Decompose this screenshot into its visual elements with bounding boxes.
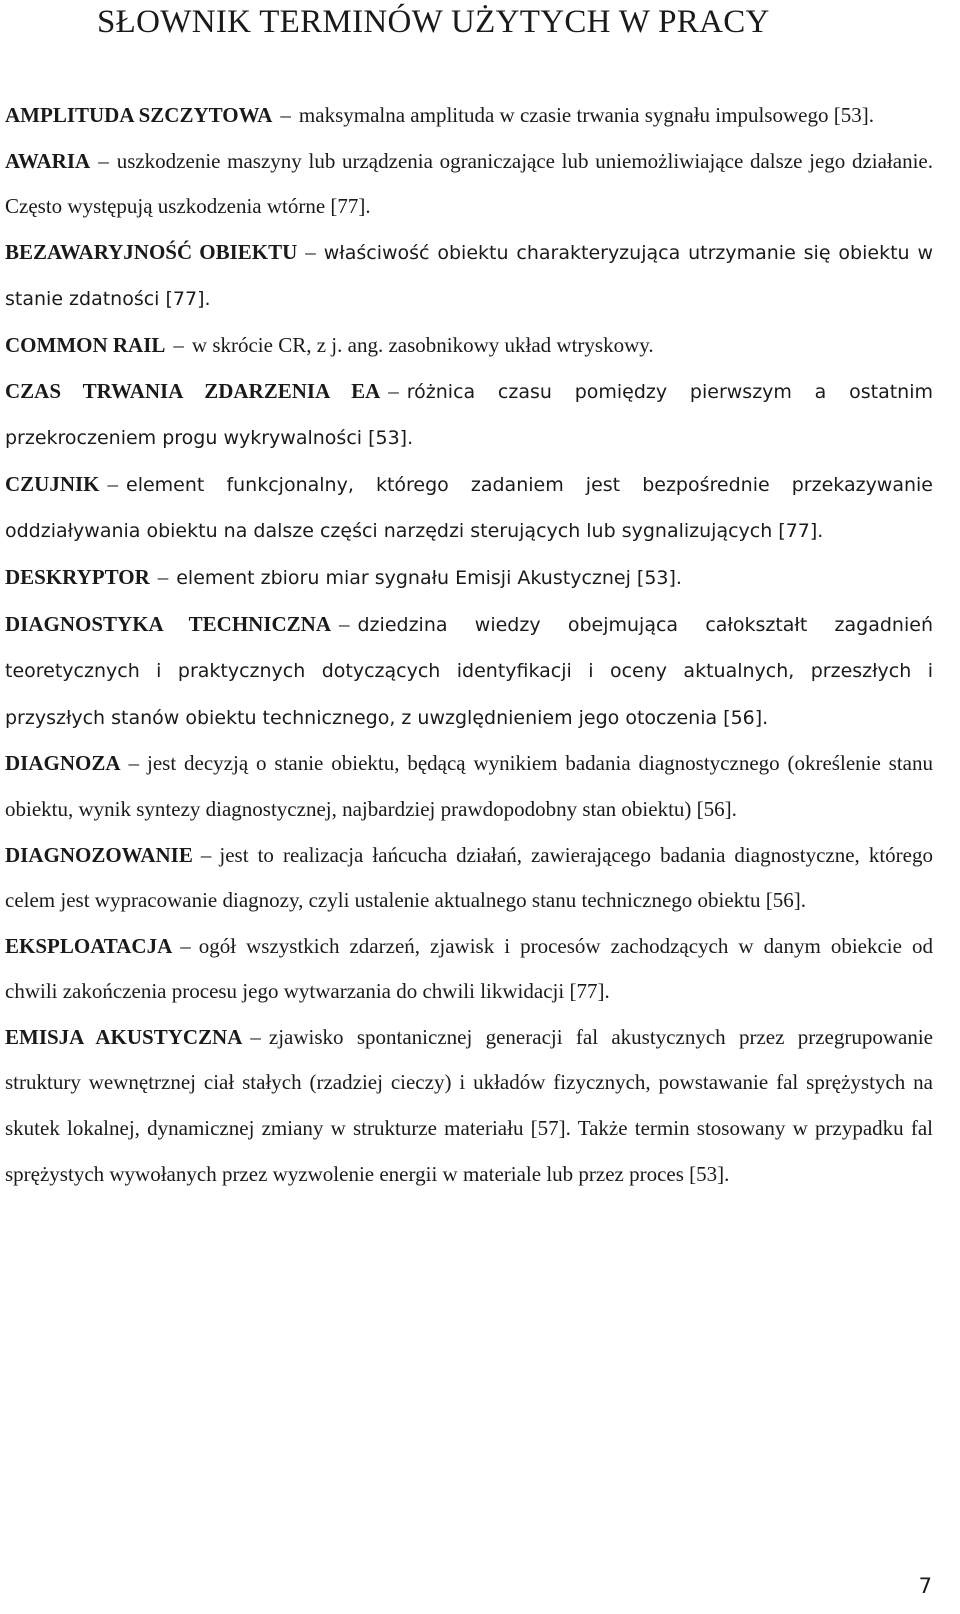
- glossary-definition: dziedzina wiedzy obejmująca całokształt zagadnień teoretycznych i praktycznych dotyczących identyfikacji i oceny aktualnych, przeszłych i przyszłych stanów obiektu technicznego, z uwzględnieniem jego otoczenia [56].: [5, 613, 933, 729]
- glossary-definition: różnica czasu pomiędzy pierwszym a ostatnim przekroczeniem progu wykrywalności [53].: [5, 380, 933, 450]
- glossary-definition: jest to realizacja łańcucha działań, zawierającego badania diagnostyczne, którego celem jest wypracowanie diagnozy, czyli ustalenie aktualnego stanu technicznego obiektu [56].: [5, 842, 933, 913]
- glossary-definition: element zbioru miar sygnału Emisji Akustycznej [53].: [176, 566, 682, 589]
- glossary-term: EMISJA AKUSTYCZNA: [5, 1024, 243, 1049]
- glossary-term: COMMON RAIL: [5, 332, 166, 357]
- glossary-entry: [5, 833, 933, 924]
- glossary-entry: [5, 602, 933, 742]
- glossary-term: EKSPLOATACJA: [5, 933, 173, 958]
- glossary-definition: jest decyzją o stanie obiektu, będącą wynikiem badania diagnostycznego (określenie stanu obiektu, wynik syntezy diagnostycznej, najbardziej prawdopodobny stan obiektu) [56].: [5, 751, 933, 821]
- page-number: 7: [918, 1574, 932, 1598]
- glossary-term: DESKRYPTOR: [5, 564, 150, 589]
- glossary-term: AWARIA: [5, 148, 91, 173]
- page-title: SŁOWNIK TERMINÓW UŻYTYCH W PRACY: [97, 4, 770, 40]
- glossary-entry: [5, 555, 933, 602]
- dash: –: [157, 564, 169, 589]
- glossary-term: CZAS TRWANIA ZDARZENIA EA: [5, 378, 381, 403]
- glossary-entry: [5, 93, 933, 139]
- glossary-entry: [5, 323, 933, 369]
- dash: –: [250, 1024, 261, 1049]
- glossary-definition: element funkcjonalny, którego zadaniem jest bezpośrednie przekazywanie oddziaływania obiektu na dalsze części narzędzi sterujących lub sygnalizujących [77].: [5, 473, 933, 543]
- glossary-term: DIAGNOZA: [5, 751, 121, 776]
- dash: –: [388, 378, 399, 403]
- dash: –: [305, 239, 316, 264]
- glossary-definition: właściwość obiektu charakteryzująca utrzymanie się obiektu w stanie zdatności [77].: [5, 241, 933, 311]
- glossary-entry: [5, 924, 933, 1015]
- glossary-definition: w skrócie CR, z j. ang. zasobnikowy układ wtryskowy.: [191, 332, 654, 357]
- dash: –: [128, 751, 140, 776]
- glossary-term: CZUJNIK: [5, 471, 100, 496]
- glossary-entry: [5, 462, 933, 555]
- glossary-entry: [5, 369, 933, 462]
- dash: –: [98, 148, 109, 173]
- glossary-definition: maksymalna amplituda w czasie trwania sygnału impulsowego [53].: [298, 103, 874, 127]
- dash: –: [107, 471, 119, 496]
- glossary-term: DIAGNOSTYKA TECHNICZNA: [5, 611, 331, 636]
- dash: –: [339, 611, 350, 636]
- dash: –: [180, 933, 191, 958]
- glossary-entry: [5, 139, 933, 230]
- glossary-entry: [5, 741, 933, 832]
- glossary-definition: zjawisko spontanicznej generacji fal akustycznych przez przegrupowanie struktury wewnętrznej ciał stałych (rzadziej cieczy) i układów fizycznych, powstawanie fal sprężystych na skutek lokalnej, dynamicznej zmiany w strukturze materiału [57]. Także termin stosowany w przypadku fal sprężystych wywołanych przez wyzwolenie energii w materiale lub przez proces [53].: [5, 1024, 933, 1186]
- glossary-term: BEZAWARYJNOŚĆ OBIEKTU: [5, 239, 298, 264]
- dash: –: [173, 332, 184, 357]
- dash: –: [200, 842, 212, 867]
- glossary-list: [5, 93, 933, 1197]
- glossary-entry: [5, 1015, 933, 1197]
- glossary-term: AMPLITUDA SZCZYTOWA: [5, 103, 273, 127]
- glossary-term: DIAGNOZOWANIE: [5, 842, 193, 867]
- glossary-entry: [5, 230, 933, 323]
- glossary-definition: uszkodzenie maszyny lub urządzenia ograniczające lub uniemożliwiające dalsze jego działanie. Często występują uszkodzenia wtórne [77].: [5, 148, 933, 219]
- glossary-definition: ogół wszystkich zdarzeń, zjawisk i procesów zachodzących w danym obiekcie od chwili zakończenia procesu jego wytwarzania do chwili likwidacji [77].: [5, 933, 933, 1004]
- dash: –: [280, 103, 291, 127]
